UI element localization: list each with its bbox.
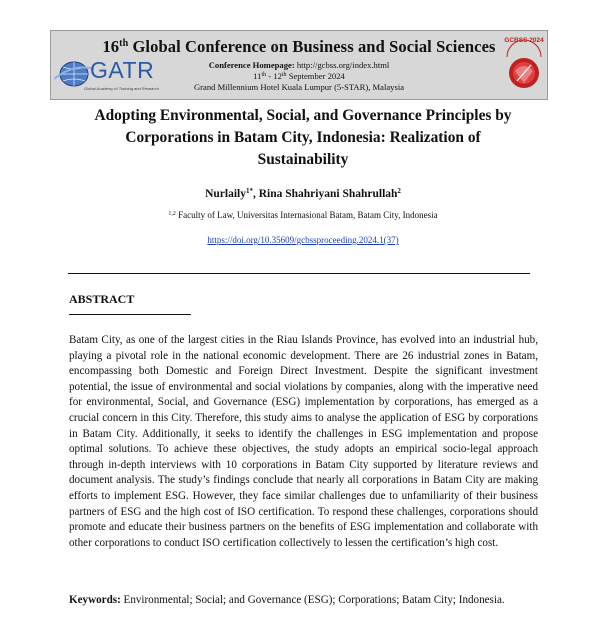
seal-icon — [503, 37, 545, 95]
author-list: Nurlaily$^{1*}$, Rina Shahriyani Shahrullah$^2$ — [205, 187, 401, 200]
doi-link[interactable]: https://doi.org/10.35609/gcbssproceeding.2024.1(37) — [207, 235, 399, 245]
paper-title: Adopting Environmental, Social, and Governance Principles by Corporations in Batam City, Indonesia: Realization of Sustainability — [94, 107, 512, 168]
seal-text: GCBSS 2024 — [504, 37, 544, 44]
gatr-logo-text: GATR — [90, 57, 155, 83]
conference-title: 16th Global Conference on Business and Social Sciences — [102, 37, 496, 56]
author-affiliation: $^{1,2}$ Faculty of Law, Universitas Internasional Batam, Batam City, Indonesia — [168, 210, 438, 220]
abstract-body: Batam City, as one of the largest cities in the Riau Islands Province, has evolved into an industrial hub, playing a pivotal role in the national economic development. There are 26 industrial zones in Batam, encompassing both Domestic and Foreign Direct Investment. Despite the significant investment potential, the issue of environmental and social violations by companies, along with the imperative need for environmental, Social, and Governance (ESG) implementation by corporations, has emerged as a crucial concern in this City. Therefore, this study aims to analyse the application of ESG by corporations in Batam City. Additionally, it seeks to identify the challenges in ESG implementation and propose optimal solutions. To achieve these objectives, the study adopts an empirical socio-legal approach through in-depth interviews with 10 corporations in Batam City supported by literature reviews and document analysis. The study’s findings conclude that nearly all corporations in Batam City are making efforts to implement ESG. However, they face similar challenges due to unfamiliarity of their business partners of ESG and the high cost of ISO certification. To respond these challenges, corporations should promote and educate their business partners on the benefits of ESG implementation and collaborate with other corporations to conduct ISO certification collectively to lessen the certification’s high cost. — [69, 334, 538, 549]
gcbss-seal-logo — [503, 37, 545, 95]
conference-header — [50, 30, 548, 100]
keywords: Keywords: Environmental; Social; and Governance (ESG); Corporations; Batam City; Indonesia. — [69, 594, 505, 606]
conference-homepage: Conference Homepage: http://gcbss.org/index.html — [208, 60, 390, 70]
abstract-heading-underline — [69, 314, 191, 315]
conference-dates: 11th - 12th September 2024 — [253, 71, 345, 81]
abstract-heading: ABSTRACT — [69, 292, 135, 306]
conference-venue: Grand Millennium Hotel Kuala Lumpur (5-STAR), Malaysia — [193, 82, 405, 92]
section-divider — [68, 273, 530, 274]
gatr-logo-tagline: Global Academy of Training and Research — [84, 86, 159, 91]
homepage-link[interactable]: http://gcbss.org/index.html — [296, 60, 390, 70]
